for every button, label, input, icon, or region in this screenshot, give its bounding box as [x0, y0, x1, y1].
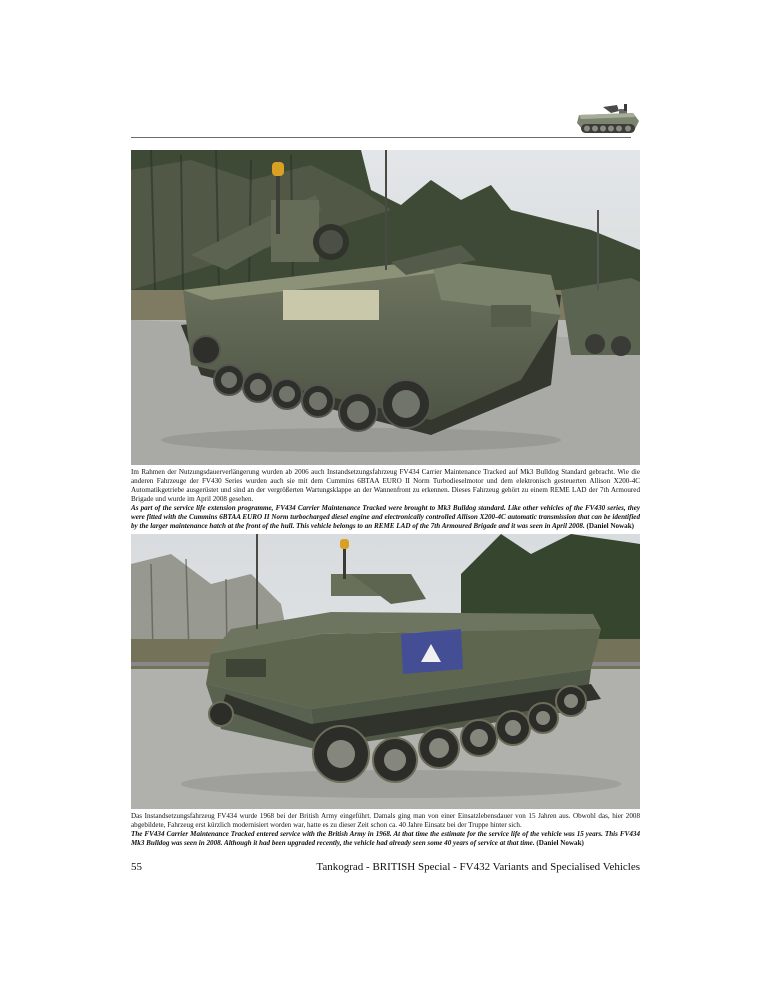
photo-credit: (Daniel Nowak) — [586, 522, 635, 530]
photo-credit: (Daniel Nowak) — [536, 839, 584, 847]
caption-german: Das Instandsetzungsfahrzeug FV434 wurde 1968 bei der British Army eingeführt. Damals ging man von einer Einsatzlebensdauer von 15 Jahren aus. Obwohl das, hier 2008 abgebildete, Fahrzeug erst kürzlich modernisiert worden war, hatte es zu dieser Zeit schon ca. 40 Jahre Einsatz bei der Truppe hinter sich. — [131, 812, 640, 829]
photo-caption-1 — [131, 468, 640, 531]
photo-caption-2 — [131, 812, 640, 848]
caption-english — [131, 504, 640, 531]
caption-english-text: The FV434 Carrier Maintenance Tracked entered service with the British Army in 1968. At that time the estimate for the service life of the vehicle was 15 years. This FV434 Mk3 Bulldog was seen in 2008. Although it had been upgraded recently, the vehicle had already seen some 40 years of service at that time. — [131, 830, 640, 847]
vehicle-photo-front-view — [131, 534, 640, 809]
tracked-vehicle-icon — [573, 99, 643, 139]
header-rule — [131, 137, 631, 138]
page-number: 55 — [131, 861, 142, 873]
caption-english-text: As part of the service life extension programme, FV434 Carrier Maintenance Tracked were brought to Mk3 Bulldog standard. Like other vehicles of the FV430 series, they were fitted with the Cummins 6BTAA EURO II Norm turbocharged diesel engine and electronically controlled Allison X200-4C automatic transmission that can be identified by the larger maintenance hatch at the front of the hull. This vehicle belongs to an REME LAD of the 7th Armoured Brigade and it was seen in April 2008. — [131, 504, 640, 530]
vehicle-photo-side-view — [131, 150, 640, 465]
caption-german: Im Rahmen der Nutzungsdauerverlängerung wurden ab 2006 auch Instandsetzungsfahrzeug FV434 Carrier Maintenance Tracked auf Mk3 Bulldog Standard gebracht. Wie die anderen Fahrzeuge der FV430 Series wurden auch sie mit dem Cummins 6BTAA EURO II Norm Turbodieselmotor und dem elektronisch gesteuerten Allison X200-4C Automatikgetriebe ausgerüstet und sind an der vergrößerten Wartungsklappe an der Wannenfront zu erkennen. Dieses Fahrzeug gehört zu einem REME LAD der 7th Armoured Brigade und wurde im April 2008 gesehen. — [131, 468, 640, 503]
running-title: Tankograd - BRITISH Special - FV432 Variants and Specialised Vehicles — [316, 861, 640, 873]
caption-english — [131, 830, 640, 848]
